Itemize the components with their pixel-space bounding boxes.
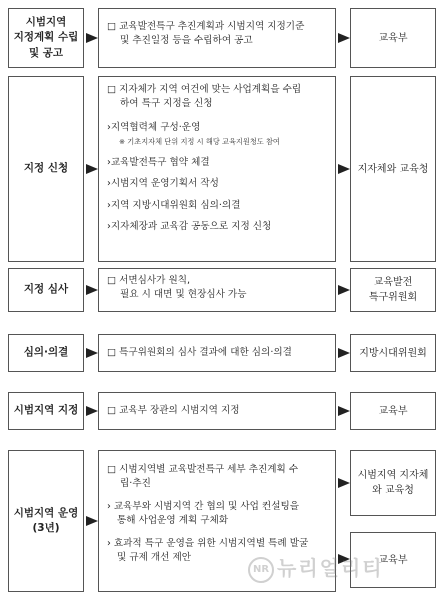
- resp-designation: 교육부: [350, 392, 436, 430]
- resp-operation-ministry: 교육부: [350, 532, 436, 588]
- stage-review: 지정 심사: [8, 268, 84, 312]
- desc-designation: □ 교육부 장관의 시범지역 지정: [98, 392, 336, 430]
- resp-planning: 교육부: [350, 8, 436, 68]
- resp-deliberation: 지방시대위원회: [350, 334, 436, 372]
- stage-application: 지정 신청: [8, 76, 84, 262]
- stage-deliberation: 심의·의결: [8, 334, 84, 372]
- desc-operation: □ 시범지역별 교육발전특구 세부 추진계획 수 립·추진 › 교육부와 시범지역 간 협의 및 사업 컨설팅을 통해 사업운영 계획 구체화 › 효과적 특구 운영을 위한 시범지역별 특례 발굴 및 규제 개선 제안: [98, 450, 336, 592]
- watermark: NR 뉴리얼리티: [248, 552, 384, 583]
- desc-application: □ 지자체가 지역 여건에 맞는 사업계획을 수립 하여 특구 지정을 신청 ›지역협력체 구성·운영 ※ 기초지자체 단위 지정 시 해당 교육지원청도 참여 ›교육발전특구 협약 체결 ›시범지역 운영기획서 작성 ›지역 지방시대위원회 심의·의결 ›지자체장과 교육감 공동으로 지정 신청: [98, 76, 336, 262]
- watermark-logo-icon: NR: [248, 557, 274, 583]
- resp-review: 교육발전 특구위원회: [350, 268, 436, 312]
- desc-planning: □ 교육발전특구 추진계획과 시범지역 지정기준 및 추진일정 등을 수립하여 공고: [98, 8, 336, 68]
- resp-operation: 시범지역 지자체 와 교육청: [350, 450, 436, 516]
- stage-operation: 시범지역 운영 (3년): [8, 450, 84, 592]
- resp-application: 지자체와 교육청: [350, 76, 436, 262]
- desc-deliberation: □ 특구위원회의 심사 결과에 대한 심의·의결: [98, 334, 336, 372]
- stage-planning: 시범지역 지정계획 수립 및 공고: [8, 8, 84, 68]
- stage-designation: 시범지역 지정: [8, 392, 84, 430]
- desc-review: □ 서면심사가 원칙, 필요 시 대면 및 현장심사 가능: [98, 268, 336, 312]
